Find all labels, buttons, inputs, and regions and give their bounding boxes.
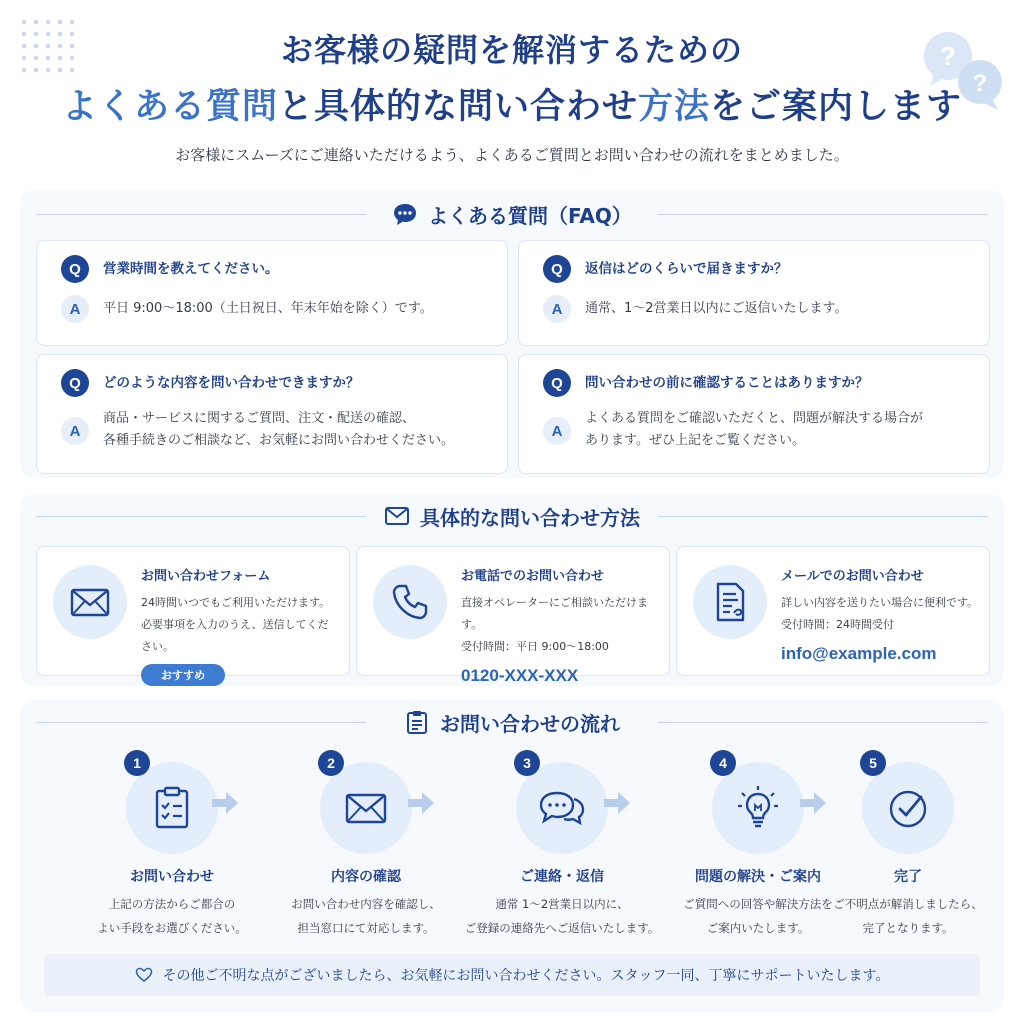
step-desc-line: ご案内いたします。 [706,921,810,935]
recommended-badge: おすすめ [141,664,225,686]
faq-answer [103,295,433,320]
flow-title-wrap [404,708,620,737]
hero-connector: と [277,87,314,127]
step-icon-wrap [712,762,804,854]
flow-step [74,750,270,940]
method-body [141,565,339,682]
faq-answer [103,405,454,452]
method-icon-wrap [693,565,767,639]
faq-question: 返信はどのくらいで届きますか？ [585,261,788,277]
step-desc [464,892,660,940]
method-title: お電話でのお問い合わせ [461,569,605,584]
phone-number[interactable]: 0120-XXX-XXX [461,666,579,685]
hero-accent-faq: よくある質問 [61,87,278,127]
envelope-icon [384,503,410,529]
chat-bubbles-icon [537,783,587,833]
hero-title-line2 [0,82,1024,132]
method-card-email[interactable] [676,546,990,676]
method-desc: 直接オペレーターにご相談いただけます。 [461,596,648,631]
step-desc-line: 通常 1〜2営業日以内に、 [495,897,629,911]
flow-step [268,750,464,940]
q-badge: Q [543,369,571,397]
method-icon-wrap [53,565,127,639]
faq-question-row [61,369,487,397]
faq-question: 問い合わせの前に確認することはありますか？ [585,375,869,391]
step-desc-line: ご登録の連絡先へご返信いたします。 [464,921,660,935]
faq-answer-row [543,405,969,452]
method-desc: 受付時間：24時間受付 [781,618,894,631]
a-badge: A [543,417,571,445]
flow-step [810,750,1006,940]
step-number: 4 [710,750,736,776]
arrow-right-icon [406,788,436,818]
method-title: メールでのお問い合わせ [781,569,924,584]
faq-item [36,240,508,346]
q-badge: Q [61,369,89,397]
arrow-right-icon [602,788,632,818]
flow-title: お問い合わせの流れ [440,711,620,736]
method-icon-wrap [373,565,447,639]
faq-answer-line: 平日 9:00〜18:00（土日祝日、年末年始を除く）です。 [103,301,433,316]
step-title: 内容の確認 [331,869,401,885]
step-desc-line: ご質問への回答や解決方法を [683,897,833,911]
methods-title-wrap [384,502,640,531]
notice-text: その他ご不明な点がございましたら、お気軽にお問い合わせください。スタッフ一同、丁寧にサポートいたします。 [162,968,890,984]
step-number: 3 [514,750,540,776]
hero-main-text: 具体的な問い合わせ [313,87,638,127]
step-icon-wrap [516,762,608,854]
contact-methods-section [20,494,1004,686]
faq-answer-row [61,295,487,323]
step-title: ご連絡・返信 [520,869,604,885]
flow-section-header [20,702,1004,742]
methods-title: 具体的な問い合わせ方法 [420,505,640,530]
a-badge: A [61,295,89,323]
flow-steps [20,750,1004,940]
envelope-icon [68,580,112,624]
method-body [461,565,659,685]
step-number: 1 [124,750,150,776]
method-desc: 詳しい内容を送りたい場合に便利です。 [781,596,979,609]
step-desc-line: よい手段をお選びください。 [97,921,247,935]
faq-list [36,240,990,474]
faq-question-row [543,369,969,397]
step-desc-line: お問い合わせ内容を確認し、 [291,897,441,911]
step-number: 5 [860,750,886,776]
flow-step [464,750,660,940]
faq-question: どのような内容を問い合わせできますか？ [103,375,360,391]
faq-title: よくある質問（FAQ） [428,203,632,228]
step-desc-line: 担当窓口にて対応します。 [297,921,435,935]
method-body [781,565,978,675]
step-desc-line: 完了となります。 [862,921,954,935]
a-badge: A [543,295,571,323]
lightbulb-icon [733,783,783,833]
step-desc [810,892,1006,940]
svg-text:?: ? [972,70,988,97]
method-desc: 必要事項を入力のうえ、送信してください。 [141,618,329,653]
faq-question: 営業時間を教えてください。 [103,261,279,277]
step-icon-wrap [320,762,412,854]
faq-answer-line: あります。ぜひ上記をご覧ください。 [585,433,805,448]
faq-answer-line: 各種手続きのご相談など、お気軽にお問い合わせください。 [103,433,455,448]
arrow-right-icon [210,788,240,818]
faq-item [36,354,508,474]
svg-text:?: ? [940,41,956,71]
clipboard-icon [404,709,430,735]
clipboard-icon [147,783,197,833]
faq-answer [585,295,848,320]
step-title: お問い合わせ [130,869,214,885]
step-number: 2 [318,750,344,776]
hero-header [0,28,1024,165]
faq-item [518,354,990,474]
faq-section [20,190,1004,478]
heart-icon [135,966,153,984]
faq-title-wrap [392,200,632,229]
document-icon [708,580,752,624]
method-title: お問い合わせフォーム [141,569,271,584]
step-icon-wrap [862,762,954,854]
step-desc-line: ご不明点が解消しましたら、 [833,897,983,911]
faq-section-header [20,194,1004,234]
a-badge: A [61,417,89,445]
faq-answer-line: 通常、1〜2営業日以内にご返信いたします。 [585,301,848,316]
phone-icon [388,580,432,624]
faq-question-row [543,255,969,283]
method-card-phone[interactable] [356,546,670,685]
method-desc: 受付時間：平日 9:00〜18:00 [461,640,609,653]
envelope-icon [341,783,391,833]
check-circle-icon [883,783,933,833]
hero-accent-method: 方法 [638,87,711,127]
step-icon-wrap [126,762,218,854]
hero-subtitle: お客様にスムーズにご連絡いただけるよう、よくあるご質問とお問い合わせの流れをまとめました。 [175,146,849,164]
method-card-form[interactable] [36,546,350,682]
flow-section [20,700,1004,1012]
faq-answer-row [543,295,969,323]
methods-section-header [20,496,1004,536]
q-badge: Q [543,255,571,283]
hero-title-line1: お客様の疑問を解消するための [280,31,743,69]
step-title: 完了 [894,869,922,885]
method-desc: 24時間いつでもご利用いただけます。 [141,596,331,609]
faq-answer-line: よくある質問をご確認いただくと、問題が解決する場合が [585,411,924,426]
step-desc [268,892,464,940]
faq-answer [585,405,923,452]
step-desc [74,892,270,940]
faq-question-row [61,255,487,283]
methods-list [36,546,990,685]
support-notice [44,954,980,996]
faq-item [518,240,990,346]
q-badge: Q [61,255,89,283]
faq-answer-row [61,405,487,452]
chat-bubble-icon [392,201,418,227]
faq-answer-line: 商品・サービスに関するご質問、注文・配送の確認、 [103,411,416,426]
step-desc-line: 上記の方法からご都合の [108,897,236,911]
step-title: 問題の解決・ご案内 [695,869,821,885]
hero-ending: をご案内します [710,87,963,127]
email-address[interactable]: info@example.com [781,644,937,663]
